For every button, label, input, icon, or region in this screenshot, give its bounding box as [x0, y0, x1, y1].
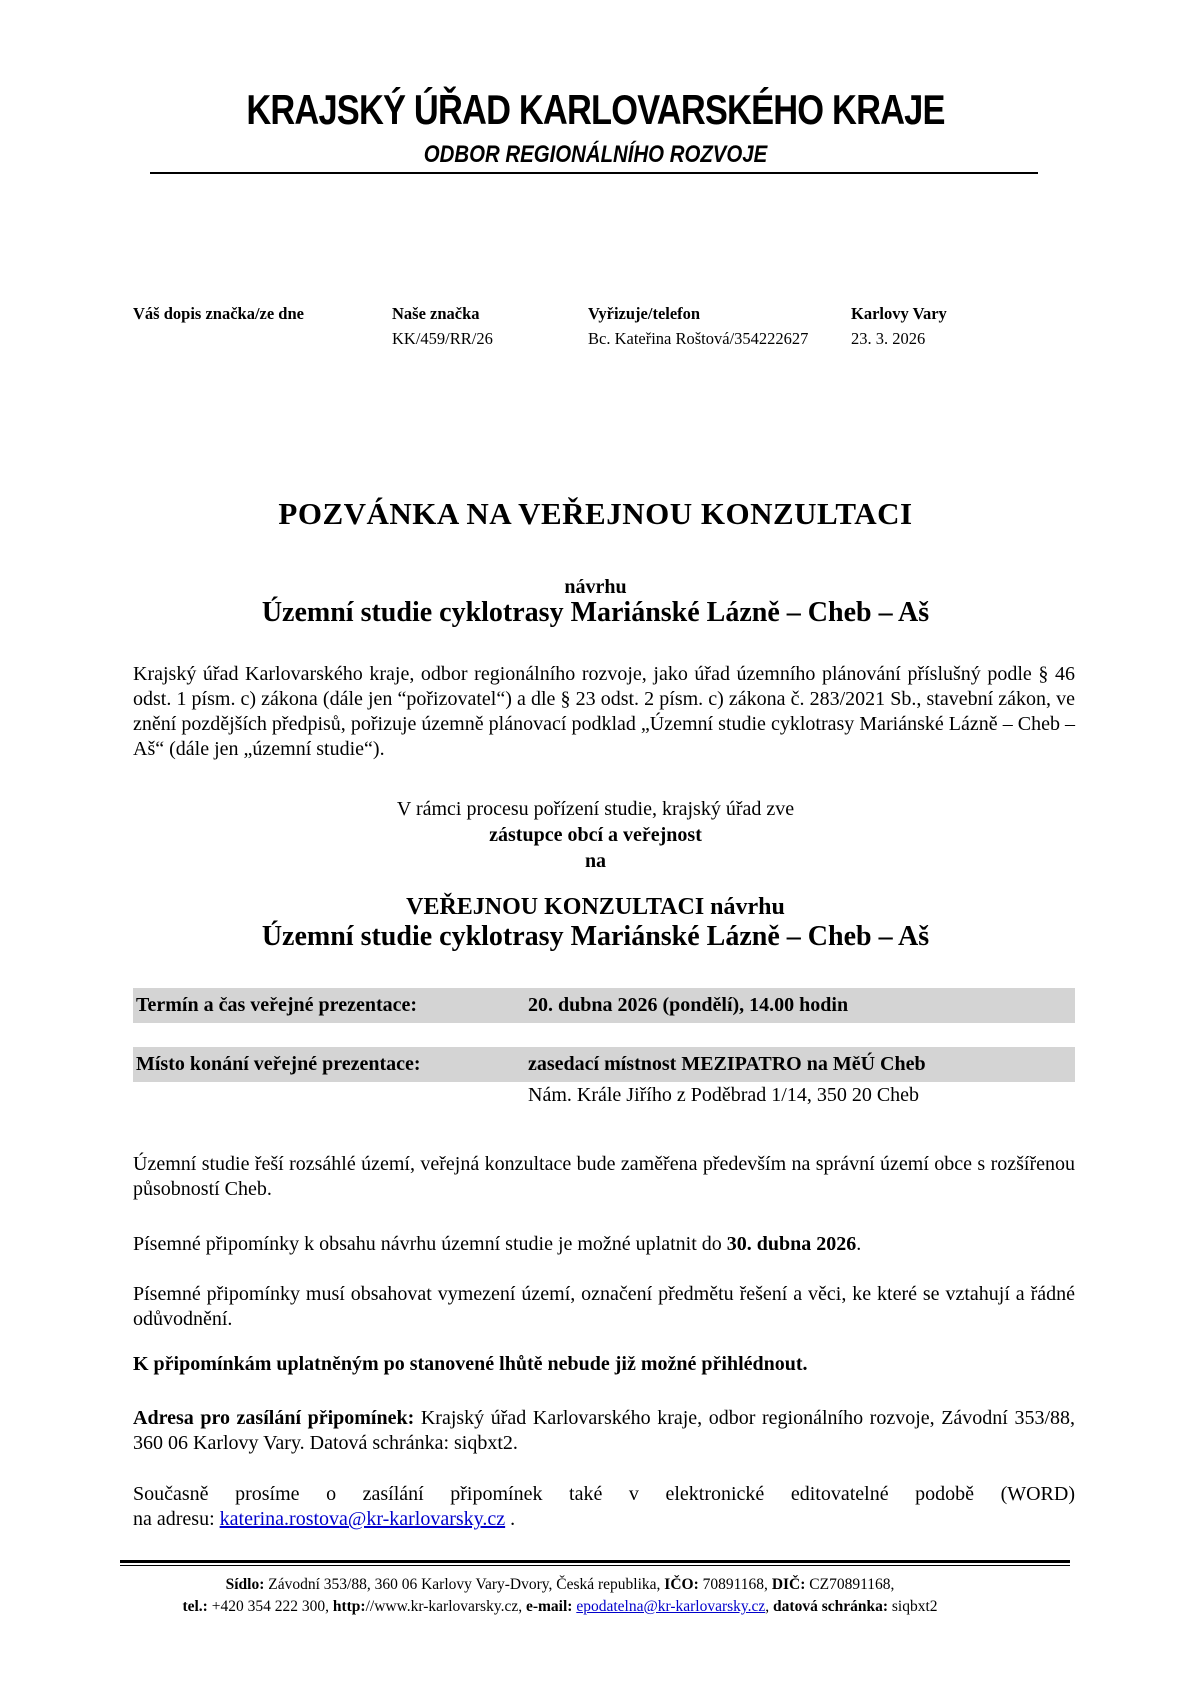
footer-schranka-value: siqbxt2	[888, 1598, 938, 1615]
mailing-address-text: Krajský úřad Karlovarského kraje, odbor regionálního rozvoje, Závodní 353/88, 360 06 Karlovy Vary. Datová schránka: siqbxt2.	[133, 1407, 1075, 1454]
ref-date-value: 23. 3. 2026	[851, 329, 926, 348]
ref-handled-by-value: Bc. Kateřina Roštová/354222627	[588, 329, 809, 348]
footer-ico-value: 70891168,	[698, 1576, 772, 1593]
letterhead-divider	[150, 172, 1038, 174]
requirements-paragraph: Písemné připomínky musí obsahovat vymezení území, označení předmětu řešení a věci, ke které se vztahují a řádné odůvodnění.	[133, 1283, 1075, 1330]
footer-schranka-label: datová schránka:	[773, 1598, 889, 1615]
footer-tel-label: tel.:	[182, 1598, 208, 1615]
ref-your-letter	[133, 304, 304, 329]
ref-handled-by-label: Vyřizuje/telefon	[588, 304, 701, 323]
mailing-address-paragraph	[133, 1406, 1075, 1456]
footer-dic-value: CZ70891168,	[805, 1576, 895, 1593]
late-warning-paragraph: K připomínkám uplatněným po stanovené lhůtě nebude již možné přihlédnout.	[133, 1353, 808, 1375]
electronic-prefix: na adresu:	[133, 1508, 220, 1530]
presentation-date-row	[133, 988, 1075, 1023]
event-subject: Územní studie cyklotrasy Mariánské Lázně – Cheb – Aš	[261, 921, 930, 952]
department-name: ODBOR REGIONÁLNÍHO ROZVOJE	[423, 141, 768, 168]
presentation-place-value: zasedací místnost MEZIPATRO na MěÚ Cheb	[528, 1053, 926, 1075]
event-title: VEŘEJNOU KONZULTACI návrhu	[406, 894, 785, 920]
footer-dic-label: DIČ:	[771, 1576, 806, 1593]
footer-sidlo-value: Závodní 353/88, 360 06 Karlovy Vary-Dvory, Česká republika,	[264, 1576, 665, 1593]
intro-paragraph: Krajský úřad Karlovarského kraje, odbor regionálního rozvoje, jako úřad územního plánování příslušný podle § 46 odst. 1 písm. c) zákona (dále jen “pořizovatel“) a dle § 23 odst. 2 písm. c) zákona č. 283/2021 Sb., stavební zákon, ve znění pozdějších předpisů, pořizuje územně plánovací podklad „Územní studie cyklotrasy Mariánské Lázně – Cheb – Aš“ (dále jen „územní studie“).	[133, 663, 1075, 760]
footer	[30, 1574, 1090, 1618]
footer-line2	[30, 1596, 1090, 1618]
presentation-place-row	[133, 1047, 1075, 1082]
deadline-paragraph	[133, 1232, 1075, 1257]
invite-lines	[0, 796, 1191, 874]
org-name: KRAJSKÝ ÚŘAD KARLOVARSKÉHO KRAJE	[246, 86, 945, 133]
electronic-copy-paragraph	[133, 1482, 1075, 1532]
footer-email-suffix: ,	[765, 1598, 774, 1615]
footer-line1	[30, 1574, 1090, 1596]
footer-sidlo-label: Sídlo:	[225, 1576, 265, 1593]
scope-paragraph: Územní studie řeší rozsáhlé území, veřejná konzultace bude zaměřena především na správní území obce s rozšířenou působností Cheb.	[133, 1153, 1075, 1200]
deadline-date: 30. dubna 2026	[726, 1233, 857, 1255]
deadline-text: Písemné připomínky k obsahu návrhu územní studie je možné uplatnit do	[133, 1233, 727, 1255]
electronic-line1: Současně prosíme o zasílání připomínek také v elektronické editovatelné podobě (WORD)	[133, 1483, 1075, 1505]
invitation-title: POZVÁNKA NA VEŘEJNOU KONZULTACI	[278, 496, 913, 531]
presentation-date-label: Termín a čas veřejné prezentace:	[136, 994, 418, 1016]
footer-tel-value: +420 354 222 300,	[207, 1598, 333, 1615]
ref-your-letter-label: Váš dopis značka/ze dne	[133, 304, 304, 323]
footer-email-label: e-mail:	[525, 1598, 573, 1615]
electronic-suffix: .	[505, 1508, 516, 1530]
invite-audience-line: zástupce obcí a veřejnost	[489, 824, 702, 846]
footer-email-link[interactable]: epodatelna@kr-karlovarsky.cz	[576, 1598, 766, 1615]
ref-place-date	[851, 304, 947, 349]
mailing-address-label: Adresa pro zasílání připomínek:	[133, 1407, 415, 1429]
footer-http-value: //www.kr-karlovarsky.cz,	[365, 1598, 526, 1615]
invite-na-line: na	[584, 850, 607, 872]
ref-our-ref-value: KK/459/RR/26	[392, 329, 493, 348]
ref-our-ref	[392, 304, 493, 349]
ref-place-label: Karlovy Vary	[851, 304, 947, 323]
footer-divider	[120, 1560, 1070, 1566]
invite-line: V rámci procesu pořízení studie, krajský úřad zve	[396, 798, 795, 820]
draft-word-line: návrhu	[564, 576, 627, 598]
ref-our-ref-label: Naše značka	[392, 304, 480, 323]
presentation-address: Nám. Krále Jiřího z Poděbrad 1/14, 350 20 Cheb	[528, 1084, 920, 1106]
study-subject-title: Územní studie cyklotrasy Mariánské Lázně – Cheb – Aš	[261, 597, 930, 628]
presentation-date-value: 20. dubna 2026 (pondělí), 14.00 hodin	[528, 994, 849, 1016]
presentation-place-label: Místo konání veřejné prezentace:	[136, 1053, 421, 1075]
footer-ico-label: IČO:	[664, 1576, 699, 1593]
footer-http-label: http:	[332, 1598, 366, 1615]
ref-handled-by	[588, 304, 808, 349]
comments-email-link[interactable]: katerina.rostova@kr-karlovarsky.cz	[219, 1508, 506, 1530]
deadline-period: .	[856, 1233, 862, 1255]
